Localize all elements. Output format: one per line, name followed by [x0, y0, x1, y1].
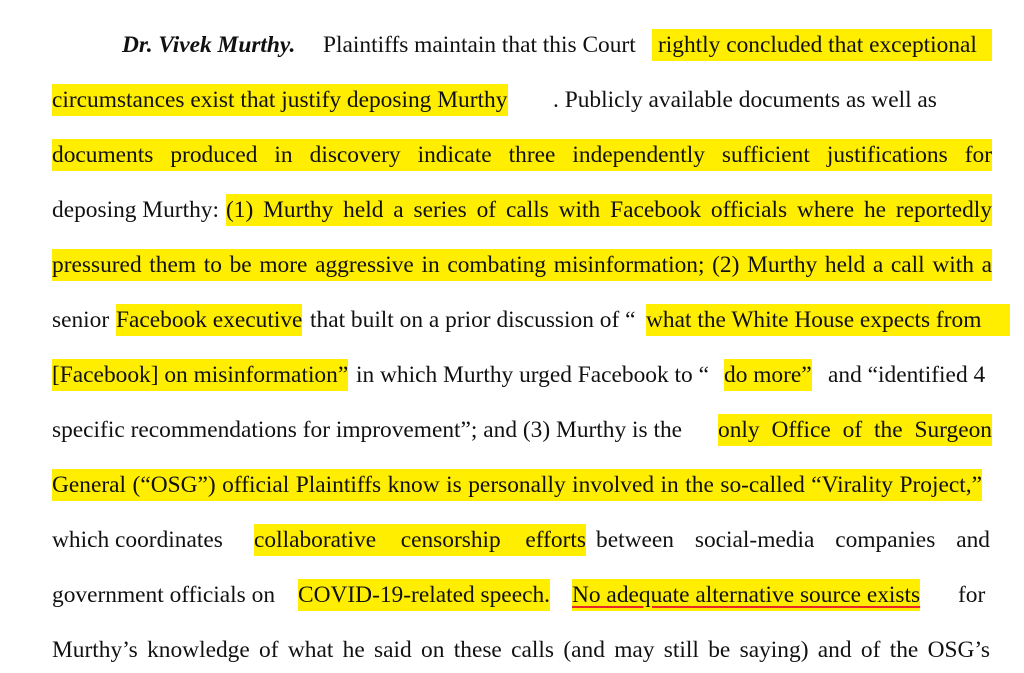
highlight-rightly-concluded [652, 29, 992, 61]
highlight-pressured: pressured them to be more aggressive in combating misinformation; (2) Murthy held a call with a [52, 249, 992, 281]
paragraph-line-8 [0, 414, 1024, 446]
highlight-three-justifications: documents produced in discovery indicate three independently sufficient justifications for [52, 139, 992, 171]
highlight-covid-speech: COVID-19-related speech. [298, 579, 550, 611]
paragraph-line-5 [0, 249, 1024, 281]
line-6-text-a: senior [52, 307, 110, 333]
highlight-on-misinformation: [Facebook] on misinformation” [52, 359, 348, 391]
line-11-text-d: for [958, 582, 986, 608]
line-10-text-c: between social-media companies and [596, 527, 990, 553]
line-1-text: Plaintiffs maintain that this Court [323, 32, 636, 58]
paragraph-line-12 [0, 634, 1024, 666]
line-6-text-c: that built on a prior discussion of “ [310, 307, 636, 333]
line-11-text-a: government officials on [52, 582, 276, 608]
heading-name: Dr. Vivek Murthy. [122, 32, 296, 58]
line-7-text-b: in which Murthy urged Facebook to “ [356, 362, 709, 388]
highlight-exceptional-circumstances: circumstances exist that justify deposing Murthy [52, 84, 508, 116]
paragraph-line-4 [0, 194, 1024, 226]
paragraph-line-3 [0, 139, 1024, 171]
highlight-do-more: do more” [724, 359, 812, 391]
highlight-virality-project: General (“OSG”) official Plaintiffs know is personally involved in the so-called “Virality Project,” [52, 469, 982, 501]
line-2-text: . Publicly available documents as well as [553, 87, 937, 113]
highlight-collaborative-censorship: collaborative censorship efforts [254, 524, 586, 556]
highlight-no-alternative-source: No adequate alternative source exists [572, 579, 920, 611]
highlight-facebook-calls: (1) Murthy held a series of calls with Facebook officials where he reportedly [226, 194, 992, 226]
paragraph-line-2 [0, 84, 1024, 116]
paragraph-line-11 [0, 579, 1024, 611]
paragraph-line-9 [0, 469, 1024, 501]
line-10-text-a: which coordinates [52, 527, 223, 553]
paragraph-line-6 [0, 304, 1024, 336]
highlight-rightly-concluded-text: rightly concluded that exceptional [658, 32, 977, 58]
line-4-text: deposing Murthy: [52, 197, 219, 223]
paragraph-line-1 [0, 29, 1024, 61]
line-12-text: Murthy’s knowledge of what he said on these calls (and may still be saying) and of the OSG’s [52, 637, 990, 663]
line-7-text-d: and “identified 4 [828, 362, 986, 388]
paragraph-line-10 [0, 524, 1024, 556]
highlight-only-office: only Office of the Surgeon [718, 414, 992, 446]
highlight-facebook-executive: Facebook executive [116, 304, 302, 336]
highlight-white-house-expects: what the White House expects from [646, 304, 1010, 336]
line-8-text: specific recommendations for improvement”; and (3) Murthy is the [52, 417, 683, 443]
paragraph-line-7 [0, 359, 1024, 391]
